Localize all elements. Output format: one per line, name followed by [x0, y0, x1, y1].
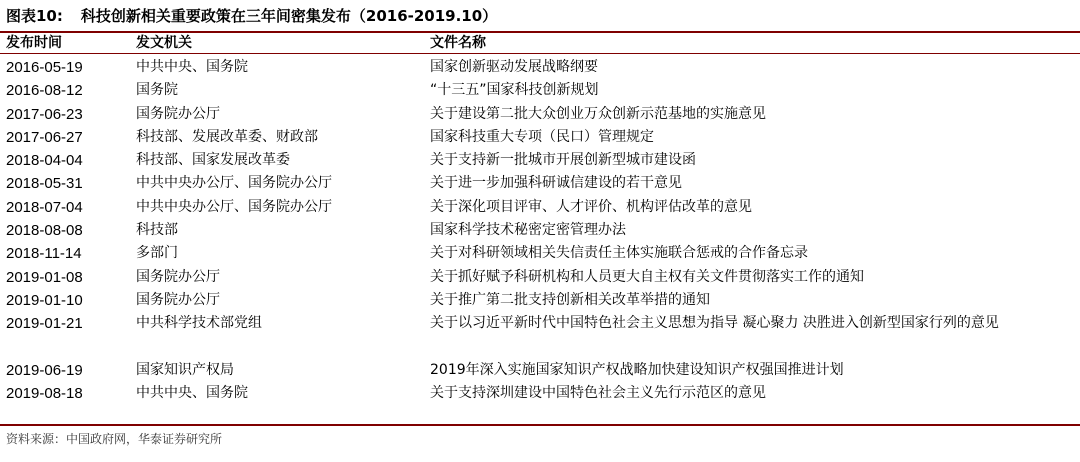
table-row: [0, 266, 1080, 289]
row-date: 2019-01-21: [6, 315, 83, 333]
row-org: 中共科学技术部党组: [136, 315, 262, 332]
table-row: [0, 126, 1080, 149]
row-date: 2019-01-08: [6, 268, 83, 286]
table-row: [0, 359, 1080, 382]
row-org: 科技部、国家发展改革委: [136, 152, 290, 169]
row-org: 中共中央、国务院: [136, 385, 248, 402]
row-org: 中共中央、国务院: [136, 59, 248, 75]
table-row: [0, 382, 1080, 405]
figure-title: [6, 5, 497, 27]
row-doc: 国家创新驱动发展战略纲要: [430, 59, 598, 75]
figure-title-text: 科技创新相关重要政策在三年间密集发布（2016-2019.10）: [80, 7, 498, 25]
row-date: 2018-08-08: [6, 222, 83, 240]
row-date: 2016-08-12: [6, 82, 83, 100]
row-date: 2018-07-04: [6, 198, 83, 216]
header-org: 发文机关: [136, 35, 192, 51]
row-doc: 关于支持深圳建设中国特色社会主义先行示范区的意见: [430, 385, 766, 402]
row-date: 2019-08-18: [6, 385, 83, 403]
row-org: 国务院办公厅: [136, 268, 220, 285]
policy-table: [0, 56, 1080, 405]
table-row: [0, 56, 1080, 79]
row-date: 2019-06-19: [6, 361, 83, 379]
table-row: [0, 289, 1080, 312]
table-row: [0, 219, 1080, 242]
table-row: [0, 149, 1080, 172]
row-doc: 2019年深入实施国家知识产权战略加快建设知识产权强国推进计划: [430, 361, 844, 378]
row-doc: 关于建设第二批大众创业万众创新示范基地的实施意见: [430, 105, 766, 122]
header-rule: [0, 53, 1080, 54]
table-row: [0, 242, 1080, 265]
row-doc: 关于支持新一批城市开展创新型城市建设函: [430, 152, 696, 169]
figure-number: 图表10:: [6, 7, 63, 25]
row-org: 国务院办公厅: [136, 105, 220, 122]
row-doc: 国家科技重大专项（民口）管理规定: [430, 128, 654, 145]
row-org: 国务院: [136, 82, 178, 99]
row-doc: 关于深化项目评审、人才评价、机构评估改革的意见: [430, 198, 752, 215]
table-row: [0, 172, 1080, 195]
row-doc: 关于抓好赋予科研机构和人员更大自主权有关文件贯彻落实工作的通知: [430, 268, 864, 285]
table-row: [0, 196, 1080, 219]
row-doc: 国家科学技术秘密定密管理办法: [430, 222, 626, 239]
source-note: 资料来源：中国政府网，华泰证券研究所: [6, 432, 223, 446]
table-row: [0, 312, 1080, 359]
row-org: 国务院办公厅: [136, 291, 220, 308]
row-date: 2018-05-31: [6, 175, 83, 193]
row-doc: 关于进一步加强科研诚信建设的若干意见: [430, 175, 682, 192]
row-org: 科技部: [136, 222, 178, 239]
table-row: [0, 79, 1080, 102]
row-date: 2017-06-23: [6, 105, 83, 123]
row-date: 2018-11-14: [6, 245, 82, 263]
row-doc: 关于对科研领域相关失信责任主体实施联合惩戒的合作备忘录: [430, 245, 808, 262]
header-doc: 文件名称: [430, 35, 486, 51]
row-doc: 关于以习近平新时代中国特色社会主义思想为指导 凝心聚力 决胜进入创新型国家行列的意见: [430, 315, 999, 332]
row-org: 国家知识产权局: [136, 361, 234, 378]
row-date: 2016-05-19: [6, 59, 83, 76]
row-doc: “十三五”国家科技创新规划: [430, 82, 599, 99]
row-doc: 关于推广第二批支持创新相关改革举措的通知: [430, 291, 710, 308]
header-date: 发布时间: [6, 35, 62, 51]
row-date: 2017-06-27: [6, 128, 83, 146]
bottom-rule: [0, 424, 1080, 426]
row-date: 2019-01-10: [6, 291, 83, 309]
row-org: 科技部、发展改革委、财政部: [136, 128, 318, 145]
row-date: 2018-04-04: [6, 152, 83, 170]
row-org: 中共中央办公厅、国务院办公厅: [136, 175, 332, 192]
row-org: 多部门: [136, 245, 178, 262]
row-org: 中共中央办公厅、国务院办公厅: [136, 198, 332, 215]
table-row: [0, 103, 1080, 126]
